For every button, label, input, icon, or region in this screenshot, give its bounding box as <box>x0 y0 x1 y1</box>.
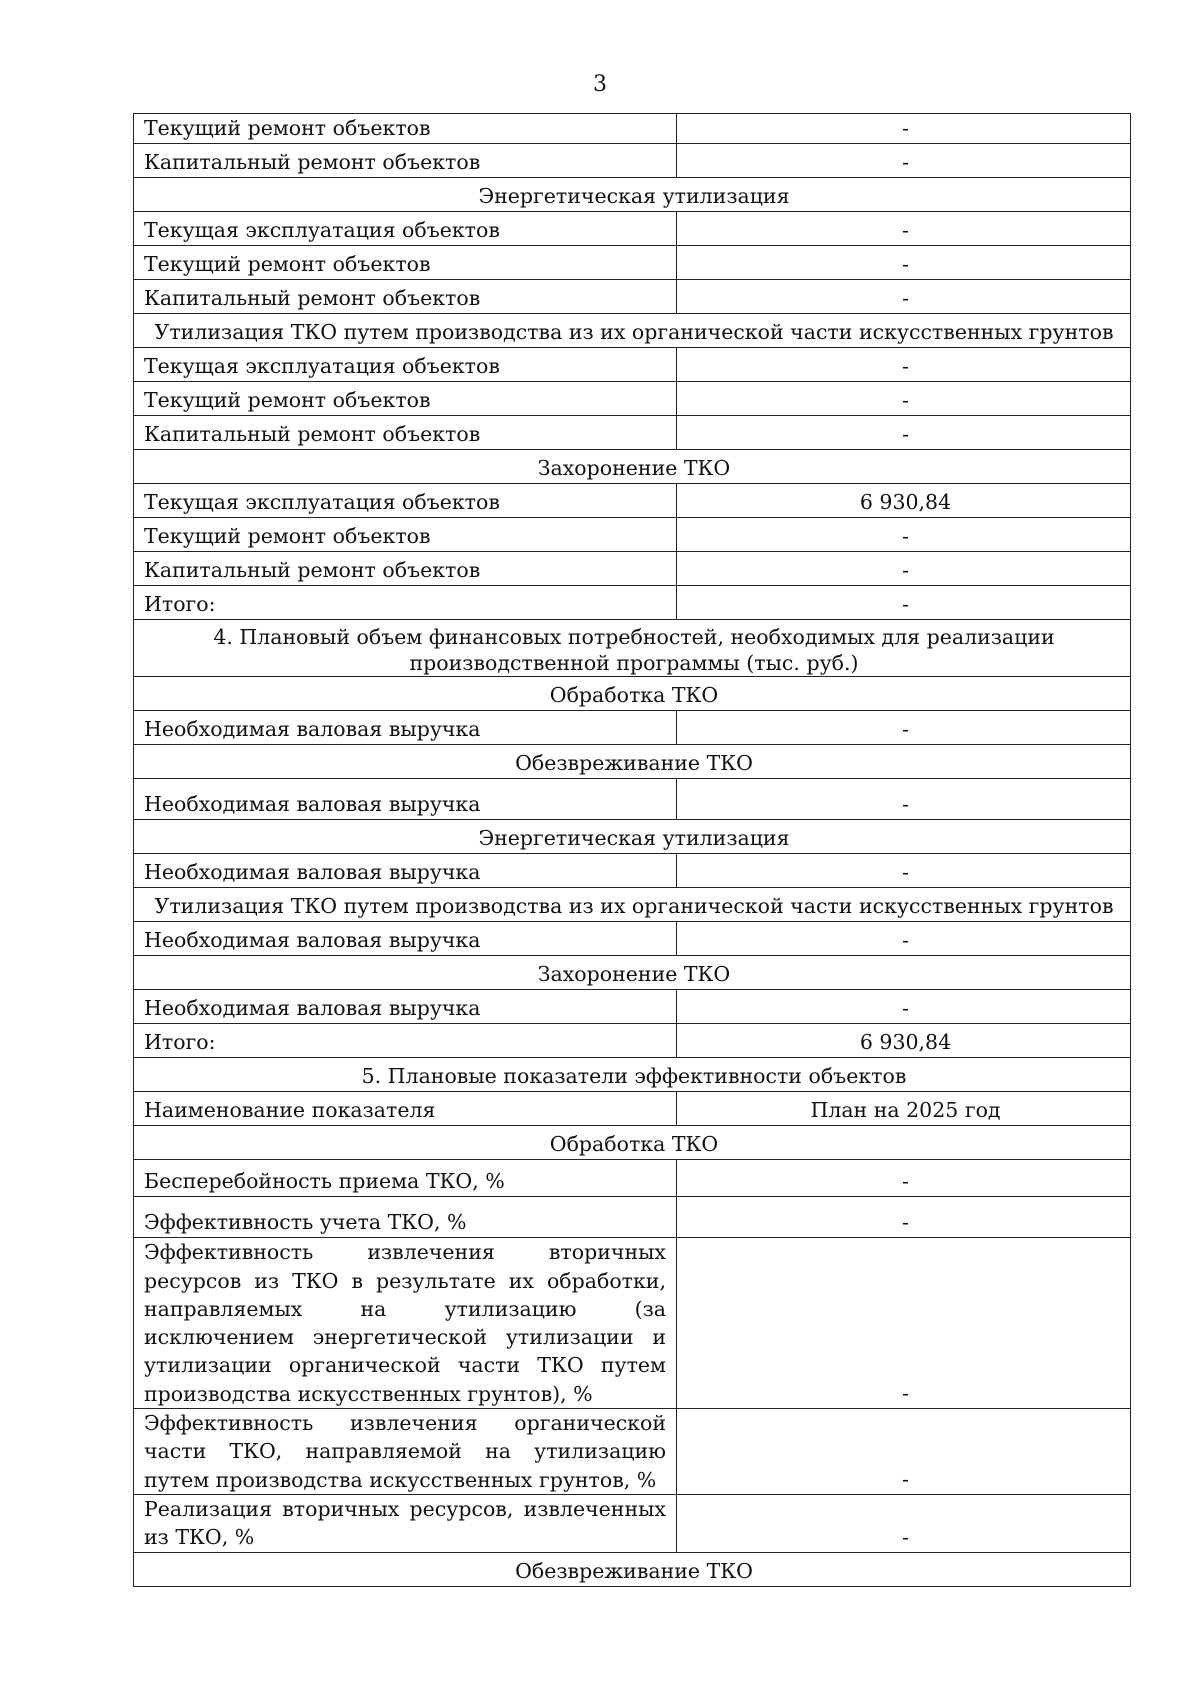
row-value: - <box>677 990 1131 1024</box>
row-value: - <box>677 280 1131 314</box>
row-value: - <box>677 1495 1131 1553</box>
row-value: 6 930,84 <box>677 1024 1131 1058</box>
row-label: Эффективность учета ТКО, % <box>134 1197 677 1238</box>
row-value: - <box>677 854 1131 888</box>
table-row <box>134 484 1131 518</box>
row-value: - <box>677 1409 1131 1495</box>
table-row <box>134 586 1131 620</box>
table-row <box>134 1024 1131 1058</box>
row-value: - <box>677 779 1131 820</box>
row-label: Необходимая валовая выручка <box>134 990 677 1024</box>
row-label: Необходимая валовая выручка <box>134 854 677 888</box>
table-row <box>134 1495 1131 1553</box>
row-label: Капитальный ремонт объектов <box>134 416 677 450</box>
row-label: Текущий ремонт объектов <box>134 114 677 144</box>
row-value: - <box>677 1160 1131 1197</box>
section-title: Утилизация ТКО путем производства из их органической части искусственных грунтов <box>134 314 1131 348</box>
row-value: - <box>677 416 1131 450</box>
section-title: 5. Плановые показатели эффективности объектов <box>134 1058 1131 1092</box>
table-row <box>134 246 1131 280</box>
row-label: Текущий ремонт объектов <box>134 518 677 552</box>
row-label: Итого: <box>134 586 677 620</box>
row-label: Текущая эксплуатация объектов <box>134 348 677 382</box>
table-row <box>134 416 1131 450</box>
section-title: Обработка ТКО <box>134 1126 1131 1160</box>
row-label: Текущий ремонт объектов <box>134 246 677 280</box>
row-value: - <box>677 552 1131 586</box>
section-title: Захоронение ТКО <box>134 450 1131 484</box>
row-value: - <box>677 246 1131 280</box>
section-header-row <box>134 820 1131 854</box>
row-label: Необходимая валовая выручка <box>134 711 677 745</box>
row-value: - <box>677 144 1131 178</box>
table-row <box>134 144 1131 178</box>
row-label: Реализация вторичных ресурсов, извлеченных из ТКО, % <box>134 1495 677 1553</box>
section-header-row <box>134 677 1131 711</box>
section-title: Обработка ТКО <box>134 677 1131 711</box>
section-title: Энергетическая утилизация <box>134 820 1131 854</box>
section-header-row <box>134 956 1131 990</box>
table-row <box>134 1160 1131 1197</box>
row-value: - <box>677 586 1131 620</box>
row-label: Эффективность извлечения органической части ТКО, направляемой на утилизацию путем производства искусственных грунтов, % <box>134 1409 677 1495</box>
row-label: Бесперебойность приема ТКО, % <box>134 1160 677 1197</box>
row-label: Эффективность извлечения вторичных ресурсов из ТКО в результате их обработки, направляемых на утилизацию (за исключением энергетической утилизации и утилизации органической части ТКО путем производства искусственных грунтов), % <box>134 1238 677 1409</box>
table-row <box>134 518 1131 552</box>
table-row <box>134 280 1131 314</box>
section-header-row <box>134 178 1131 212</box>
row-label: Необходимая валовая выручка <box>134 922 677 956</box>
row-label: Капитальный ремонт объектов <box>134 552 677 586</box>
section-header-row <box>134 620 1131 677</box>
row-value: - <box>677 1238 1131 1409</box>
section-header-row <box>134 1058 1131 1092</box>
table-row <box>134 348 1131 382</box>
row-label: Текущая эксплуатация объектов <box>134 212 677 246</box>
section-header-row <box>134 1126 1131 1160</box>
table-row <box>134 1238 1131 1409</box>
section-header-row <box>134 314 1131 348</box>
table-row <box>134 1092 1131 1126</box>
row-value: План на 2025 год <box>677 1092 1131 1126</box>
row-label: Капитальный ремонт объектов <box>134 280 677 314</box>
table-row <box>134 922 1131 956</box>
table-body <box>134 114 1131 1587</box>
row-label: Итого: <box>134 1024 677 1058</box>
section-title: Обезвреживание ТКО <box>134 745 1131 779</box>
row-label: Текущий ремонт объектов <box>134 382 677 416</box>
table-row <box>134 382 1131 416</box>
section-title: Утилизация ТКО путем производства из их органической части искусственных грунтов <box>134 888 1131 922</box>
row-value: - <box>677 212 1131 246</box>
section-title: 4. Плановый объем финансовых потребностей, необходимых для реализации производственной программы (тыс. руб.) <box>134 620 1131 677</box>
table-row <box>134 552 1131 586</box>
section-header-row <box>134 1552 1131 1586</box>
section-header-row <box>134 745 1131 779</box>
row-value: - <box>677 518 1131 552</box>
section-header-row <box>134 450 1131 484</box>
table-row <box>134 779 1131 820</box>
row-label: Необходимая валовая выручка <box>134 779 677 820</box>
table-row <box>134 1197 1131 1238</box>
table-row <box>134 1409 1131 1495</box>
table-row <box>134 990 1131 1024</box>
page-number: 3 <box>593 72 607 97</box>
row-value: - <box>677 114 1131 144</box>
row-label: Текущая эксплуатация объектов <box>134 484 677 518</box>
table-row <box>134 711 1131 745</box>
row-value: - <box>677 711 1131 745</box>
table-row <box>134 114 1131 144</box>
row-value: - <box>677 382 1131 416</box>
section-header-row <box>134 888 1131 922</box>
section-title: Захоронение ТКО <box>134 956 1131 990</box>
row-label: Наименование показателя <box>134 1092 677 1126</box>
row-value: - <box>677 348 1131 382</box>
row-value: 6 930,84 <box>677 484 1131 518</box>
row-value: - <box>677 922 1131 956</box>
section-title: Энергетическая утилизация <box>134 178 1131 212</box>
section-title: Обезвреживание ТКО <box>134 1552 1131 1586</box>
table-row <box>134 854 1131 888</box>
production-program-table <box>133 113 1131 1587</box>
row-value: - <box>677 1197 1131 1238</box>
table-row <box>134 212 1131 246</box>
row-label: Капитальный ремонт объектов <box>134 144 677 178</box>
